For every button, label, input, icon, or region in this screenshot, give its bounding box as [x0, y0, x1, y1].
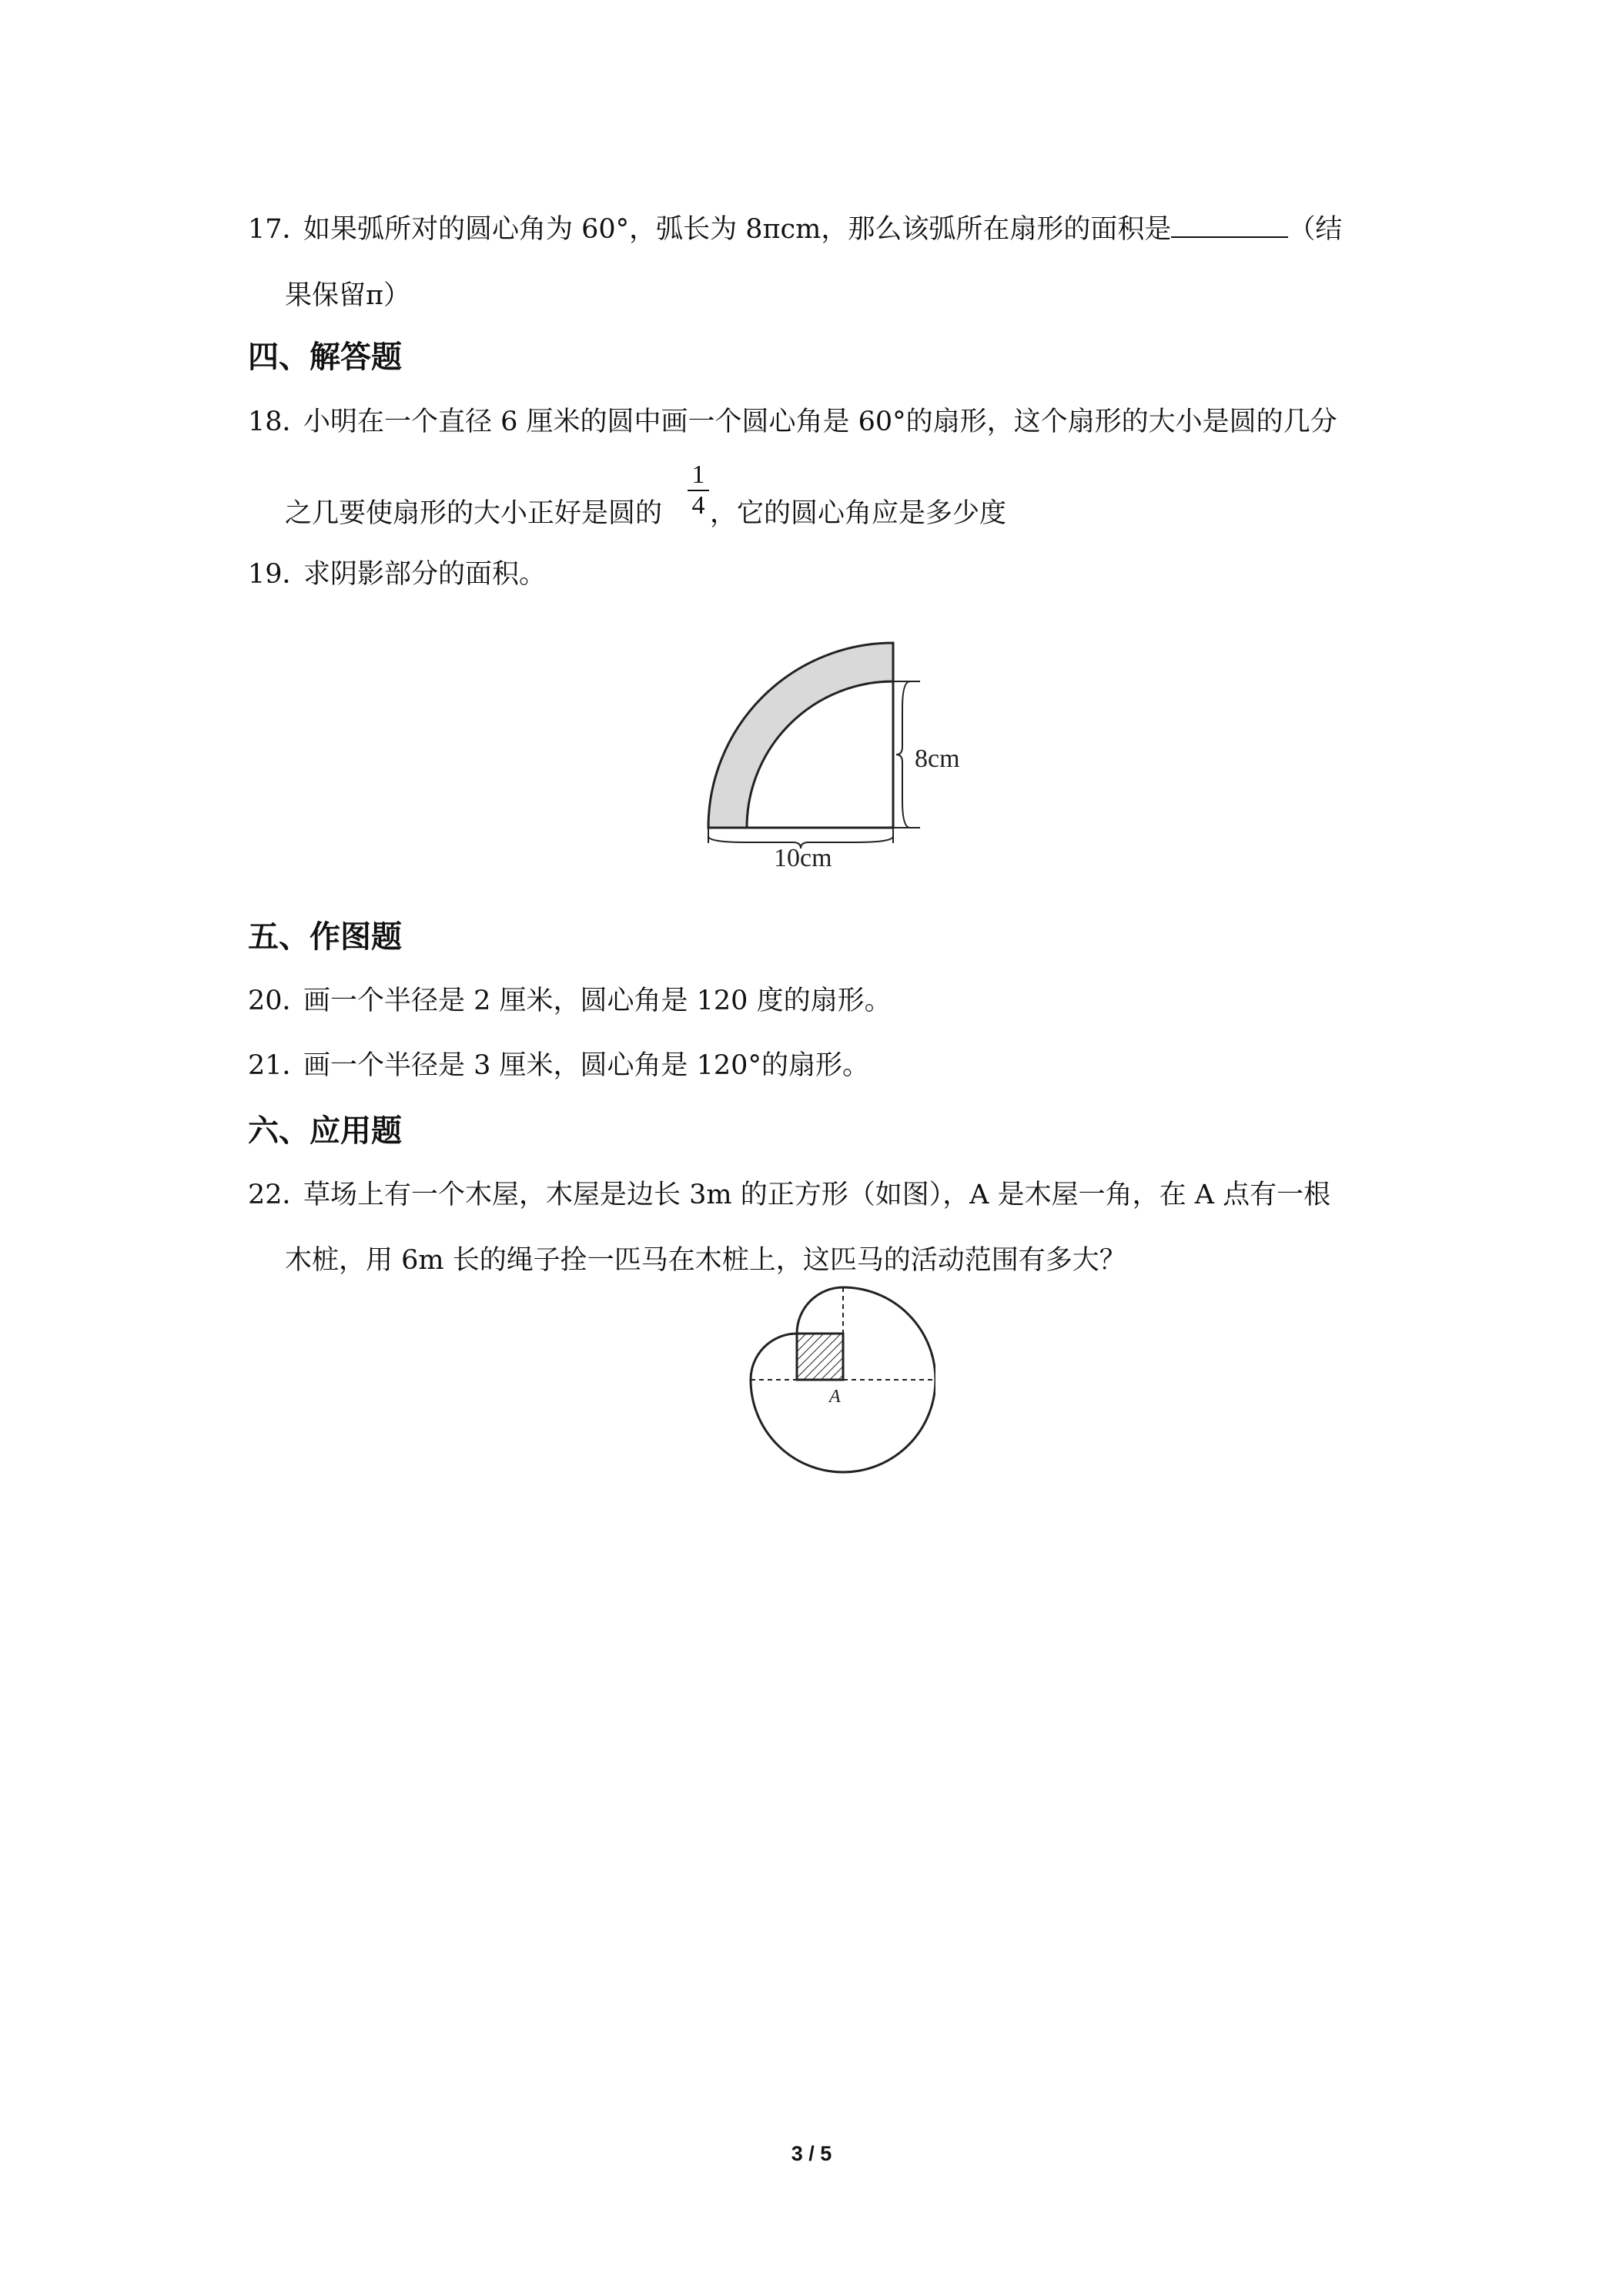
fraction-numerator: 1 — [691, 460, 705, 489]
label-8cm: 8cm — [915, 745, 960, 773]
question-number: 17． — [248, 214, 310, 245]
question-text: 画一个半径是 2 厘米，圆心角是 120 度的扇形。 — [303, 986, 892, 1016]
label-10cm: 10cm — [774, 844, 832, 870]
question-number: 20． — [248, 986, 310, 1016]
section-heading: 四、解答题 — [248, 340, 402, 375]
question-text: 小明在一个直径 6 厘米的圆中画一个圆心角是 60°的扇形，这个扇形的大小是圆的几分 — [303, 407, 1337, 437]
question-number: 18． — [248, 407, 310, 437]
answer-blank — [1171, 213, 1288, 238]
section-heading: 五、作图题 — [248, 919, 402, 955]
question-text: 木桩，用 6m 长的绳子拴一匹马在木桩上，这匹马的活动范围有多大？ — [285, 1245, 1126, 1276]
question-text-part: （结 — [1288, 214, 1343, 245]
question-text: 果保留π） — [285, 280, 411, 311]
annulus-sector-figure — [701, 631, 1009, 870]
fraction-denominator: 4 — [691, 491, 705, 520]
point-a-label: A — [829, 1387, 841, 1407]
fraction-one-quarter — [688, 462, 709, 519]
section-heading: 六、应用题 — [248, 1113, 402, 1149]
question-text: 之几要使扇形的大小正好是圆的 — [285, 498, 663, 529]
question-text: 草场上有一个木屋，木屋是边长 3m 的正方形（如图），A 是木屋一角，在 A 点有一根 — [303, 1180, 1331, 1210]
question-text — [303, 213, 1342, 246]
question-text: ，它的圆心角应是多少度 — [710, 498, 1007, 529]
question-number: 21． — [248, 1050, 310, 1081]
shaded-ring — [708, 643, 893, 828]
question-text: 画一个半径是 3 厘米，圆心角是 120°的扇形。 — [303, 1050, 869, 1081]
page-number: 3 / 5 — [791, 2142, 832, 2165]
question-text-part: 如果弧所对的圆心角为 60°，弧长为 8πcm，那么该弧所在扇形的面积是 — [303, 214, 1172, 245]
question-number: 22． — [248, 1180, 310, 1210]
question-number: 19． — [248, 559, 310, 590]
brace-8cm — [896, 681, 910, 828]
cabin-square — [797, 1334, 843, 1380]
question-text: 求阴影部分的面积。 — [303, 559, 547, 590]
horse-range-figure — [735, 1282, 935, 1482]
